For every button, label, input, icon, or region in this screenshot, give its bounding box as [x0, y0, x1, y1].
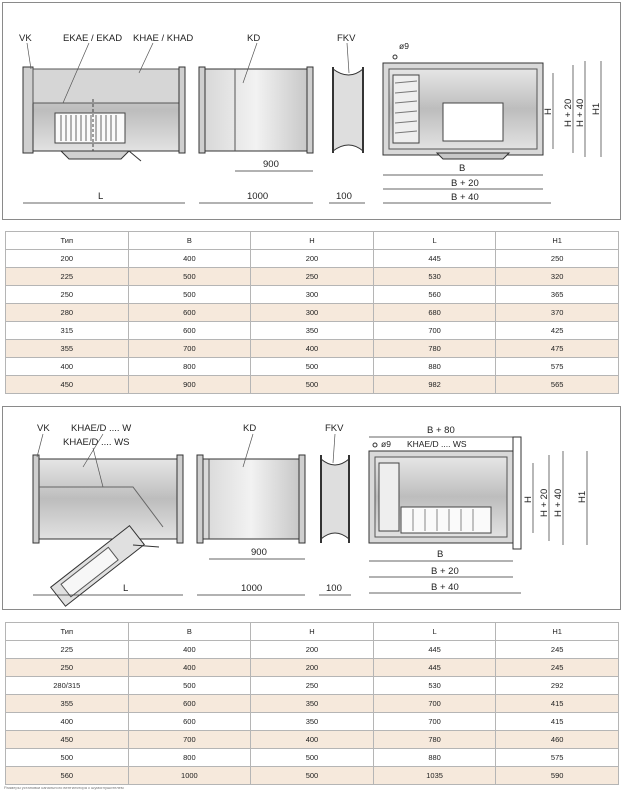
cell: 250	[6, 286, 129, 304]
table-row	[6, 286, 619, 304]
cell: 250	[251, 677, 374, 695]
label-diameter: ø9	[381, 439, 391, 449]
fkv-connector	[321, 459, 349, 539]
cell: 700	[373, 322, 496, 340]
cell: 300	[251, 286, 374, 304]
table-row	[6, 677, 619, 695]
cell: 1035	[373, 767, 496, 785]
cell: 500	[251, 767, 374, 785]
dim-h40: H + 40	[575, 98, 586, 127]
cell: 600	[128, 695, 251, 713]
fkv-connector	[333, 69, 363, 151]
cell: 350	[251, 713, 374, 731]
table-row	[6, 268, 619, 286]
cell: 250	[6, 659, 129, 677]
header-b: B	[128, 623, 251, 641]
cell: 400	[251, 340, 374, 358]
cell: 245	[496, 641, 619, 659]
cell: 350	[251, 695, 374, 713]
cell: 400	[251, 731, 374, 749]
cell: 600	[128, 322, 251, 340]
cell: 700	[128, 731, 251, 749]
cell: 530	[373, 268, 496, 286]
dim-h20: H + 20	[563, 98, 574, 127]
header-h: H	[251, 623, 374, 641]
vk-flange	[23, 67, 33, 153]
cell: 450	[6, 376, 129, 394]
cell: 245	[496, 659, 619, 677]
dim-h: H	[543, 108, 554, 115]
header-type: Тип	[6, 623, 129, 641]
dim-l: L	[98, 191, 104, 202]
cell: 700	[128, 340, 251, 358]
kd-flange-left	[197, 455, 203, 543]
header-l: L	[373, 623, 496, 641]
dim-100: 100	[326, 583, 342, 594]
header-type: Тип	[6, 232, 129, 250]
label-diameter: ø9	[399, 41, 409, 51]
table-row	[6, 304, 619, 322]
dim-h20: H + 20	[539, 488, 550, 517]
cell: 500	[251, 749, 374, 767]
header-h1: H1	[496, 232, 619, 250]
table-row	[6, 695, 619, 713]
cell: 400	[6, 713, 129, 731]
cell: 560	[6, 767, 129, 785]
front-motor-box	[437, 153, 509, 159]
cell: 200	[251, 641, 374, 659]
dim-h40: H + 40	[553, 488, 564, 517]
label-vk: VK	[19, 33, 32, 44]
top-diagram-panel	[2, 2, 621, 220]
cell: 700	[373, 695, 496, 713]
vk-flange	[33, 455, 39, 543]
cell: 600	[128, 713, 251, 731]
header-h1: H1	[496, 623, 619, 641]
housing-flange-right	[177, 455, 183, 543]
top-diagram	[3, 3, 620, 219]
cell: 445	[373, 641, 496, 659]
dim-b40: B + 40	[451, 192, 479, 203]
mount-hole-icon	[393, 55, 397, 59]
cell: 250	[496, 250, 619, 268]
label-khae: KHAE / KHAD	[133, 33, 194, 44]
mounting-bracket	[513, 437, 521, 549]
dim-1000: 1000	[241, 583, 263, 594]
cell: 280	[6, 304, 129, 322]
header-b: B	[128, 232, 251, 250]
mount-hole-icon	[373, 443, 377, 447]
spec-table-top	[5, 231, 619, 394]
table-row	[6, 340, 619, 358]
table-row	[6, 641, 619, 659]
kd-flange-right	[307, 67, 313, 153]
cell: 982	[373, 376, 496, 394]
cell: 200	[6, 250, 129, 268]
cell: 400	[128, 659, 251, 677]
fan-housing-top	[33, 69, 179, 103]
bottom-diagram-panel	[2, 406, 621, 610]
cell: 415	[496, 713, 619, 731]
spec-table-bottom	[5, 622, 619, 785]
dim-1000: 1000	[247, 191, 269, 202]
cell: 292	[496, 677, 619, 695]
cell: 575	[496, 749, 619, 767]
fan-housing	[39, 459, 177, 539]
cell: 500	[128, 268, 251, 286]
table-header-row	[6, 623, 619, 641]
cell: 700	[373, 713, 496, 731]
label-vk: VK	[37, 423, 50, 434]
label-fkv: FKV	[337, 33, 356, 44]
label-khae-ws-right: KHAE/D .... WS	[407, 439, 467, 449]
cell: 880	[373, 749, 496, 767]
dim-100: 100	[336, 191, 352, 202]
cell: 500	[6, 749, 129, 767]
dim-h1: H1	[591, 102, 602, 115]
kd-flange-right	[299, 455, 305, 543]
dim-l: L	[123, 583, 129, 594]
table-row	[6, 767, 619, 785]
cell: 590	[496, 767, 619, 785]
cell: 680	[373, 304, 496, 322]
front-impeller	[443, 103, 503, 141]
label-khae-ws: KHAE/D .... WS	[63, 437, 130, 448]
cell: 200	[251, 659, 374, 677]
cell: 225	[6, 641, 129, 659]
cell: 500	[251, 358, 374, 376]
dim-h: H	[523, 496, 534, 503]
cable	[129, 151, 141, 161]
table-row	[6, 358, 619, 376]
dim-h1: H1	[577, 490, 588, 503]
cell: 200	[251, 250, 374, 268]
dim-b20: B + 20	[451, 178, 479, 189]
housing-flange-right	[179, 67, 185, 153]
header-l: L	[373, 232, 496, 250]
cell: 400	[128, 250, 251, 268]
cell: 350	[251, 322, 374, 340]
label-kd: KD	[243, 423, 257, 434]
cell: 530	[373, 677, 496, 695]
cell: 365	[496, 286, 619, 304]
label-fkv: FKV	[325, 423, 344, 434]
dim-900: 900	[263, 159, 279, 170]
dim-900: 900	[251, 547, 267, 558]
cell: 600	[128, 304, 251, 322]
cell: 425	[496, 322, 619, 340]
caption: Размеры установки канального вентилятора с шумоглушителем	[4, 785, 124, 790]
cell: 500	[128, 677, 251, 695]
table-header-row	[6, 232, 619, 250]
label-kd: KD	[247, 33, 261, 44]
table-row	[6, 659, 619, 677]
cell: 560	[373, 286, 496, 304]
dim-b40: B + 40	[431, 582, 459, 593]
dim-b80: B + 80	[427, 425, 455, 436]
table-row	[6, 250, 619, 268]
cell: 900	[128, 376, 251, 394]
kd-flange-left	[199, 67, 205, 153]
cell: 445	[373, 659, 496, 677]
cell: 780	[373, 340, 496, 358]
cell: 315	[6, 322, 129, 340]
table-row	[6, 731, 619, 749]
cell: 1000	[128, 767, 251, 785]
cell: 800	[128, 358, 251, 376]
cell: 450	[6, 731, 129, 749]
cell: 400	[128, 641, 251, 659]
inlet-spiral	[379, 463, 399, 531]
dim-b: B	[459, 163, 466, 174]
cell: 780	[373, 731, 496, 749]
bottom-diagram	[3, 407, 620, 609]
front-motor	[401, 507, 491, 533]
label-ekae: EKAE / EKAD	[63, 33, 123, 44]
cell: 880	[373, 358, 496, 376]
cell: 250	[251, 268, 374, 286]
cell: 370	[496, 304, 619, 322]
cell: 500	[251, 376, 374, 394]
cell: 575	[496, 358, 619, 376]
kd-silencer	[203, 459, 299, 539]
kd-silencer	[205, 69, 307, 151]
table-row	[6, 749, 619, 767]
cell: 300	[251, 304, 374, 322]
cell: 225	[6, 268, 129, 286]
table-row	[6, 713, 619, 731]
cell: 800	[128, 749, 251, 767]
table-row	[6, 322, 619, 340]
cell: 415	[496, 695, 619, 713]
cell: 400	[6, 358, 129, 376]
dim-b: B	[437, 549, 444, 560]
header-h: H	[251, 232, 374, 250]
cell: 460	[496, 731, 619, 749]
cell: 355	[6, 695, 129, 713]
cell: 500	[128, 286, 251, 304]
cell: 355	[6, 340, 129, 358]
table-row	[6, 376, 619, 394]
cell: 280/315	[6, 677, 129, 695]
motor-box	[61, 151, 129, 159]
cell: 475	[496, 340, 619, 358]
label-khae-w: KHAE/D .... W	[71, 423, 132, 434]
cell: 565	[496, 376, 619, 394]
cell: 445	[373, 250, 496, 268]
dim-b20: B + 20	[431, 566, 459, 577]
cell: 320	[496, 268, 619, 286]
